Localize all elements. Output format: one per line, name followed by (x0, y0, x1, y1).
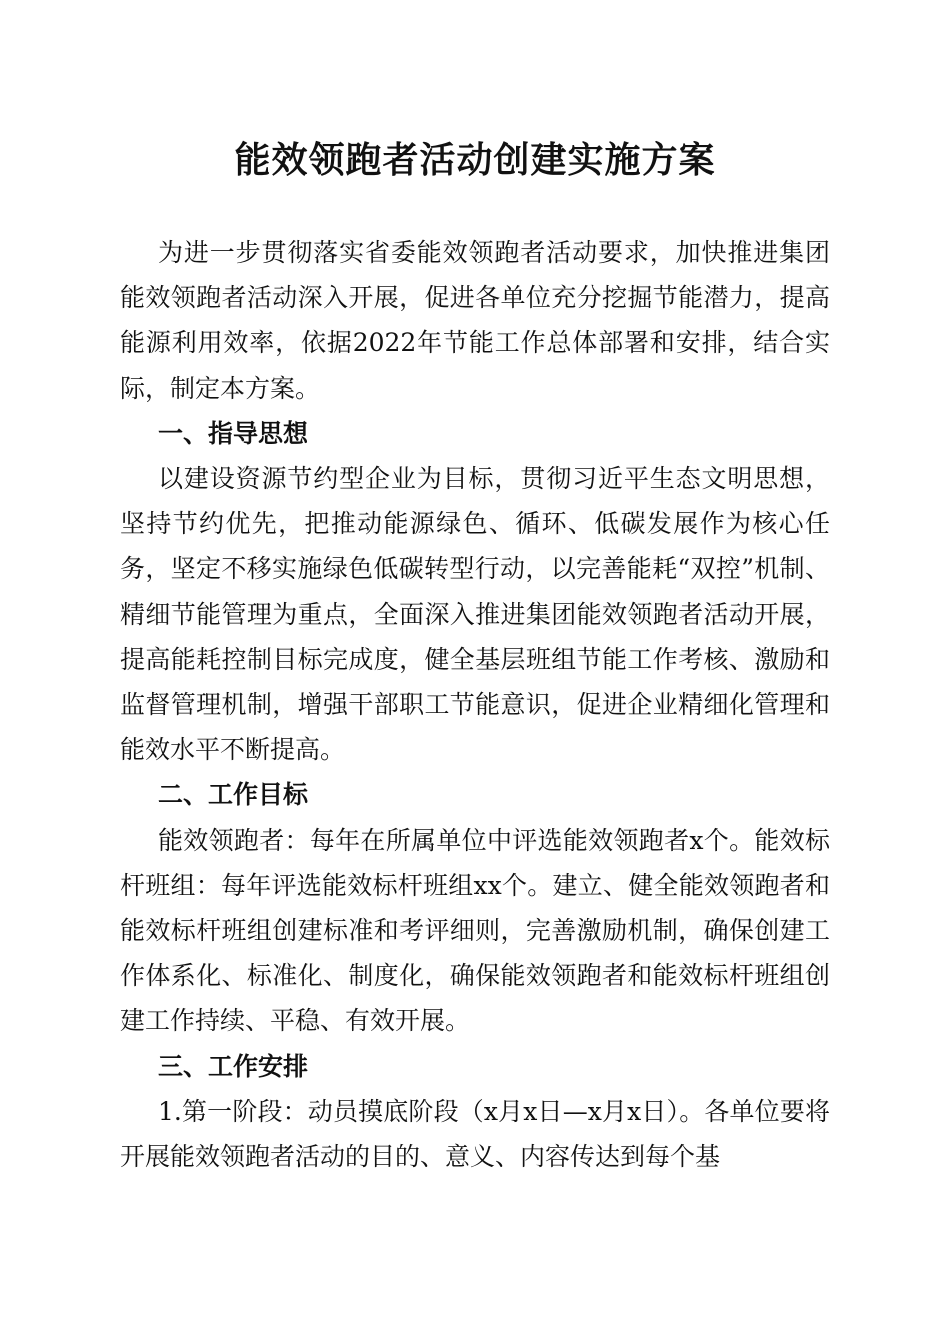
section-paragraph-guiding-ideology: 以建设资源节约型企业为目标，贯彻习近平生态文明思想，坚持节约优先，把推动能源绿色、循环、低碳发展作为核心任务，坚定不移实施绿色低碳转型行动，以完善能耗“双控”机制、精细节能管理为重点，全面深入推进集团能效领跑者活动开展，提高能耗控制目标完成度，健全基层班组节能工作考核、激励和监督管理机制，增强干部职工节能意识，促进企业精细化管理和能效水平不断提高。 (120, 464, 830, 765)
document-title: 能效领跑者活动创建实施方案 (234, 140, 716, 181)
document-body (120, 230, 830, 1179)
section-paragraph-work-arrangement: 1.第一阶段：动员摸底阶段（x月x日—x月x日）。各单位要将开展能效领跑者活动的目的、意义、内容传达到每个基 (120, 1096, 830, 1172)
section-heading-work-arrangement: 三、工作安排 (158, 1051, 309, 1081)
section-heading-work-goals: 二、工作目标 (158, 780, 309, 810)
section-paragraph-work-goals: 能效领跑者：每年在所属单位中评选能效领跑者x个。能效标杆班组：每年评选能效标杆班组xx个。建立、健全能效领跑者和能效标杆班组创建标准和考评细则，完善激励机制，确保创建工作体系化、标准化、制度化，确保能效领跑者和能效标杆班组创建工作持续、平稳、有效开展。 (120, 825, 830, 1036)
section-heading-guiding-ideology: 一、指导思想 (158, 418, 309, 448)
intro-paragraph: 为进一步贯彻落实省委能效领跑者活动要求，加快推进集团能效领跑者活动深入开展，促进各单位充分挖掘节能潜力，提高能源利用效率，依据2022年节能工作总体部署和安排，结合实际，制定本方案。 (120, 238, 830, 403)
